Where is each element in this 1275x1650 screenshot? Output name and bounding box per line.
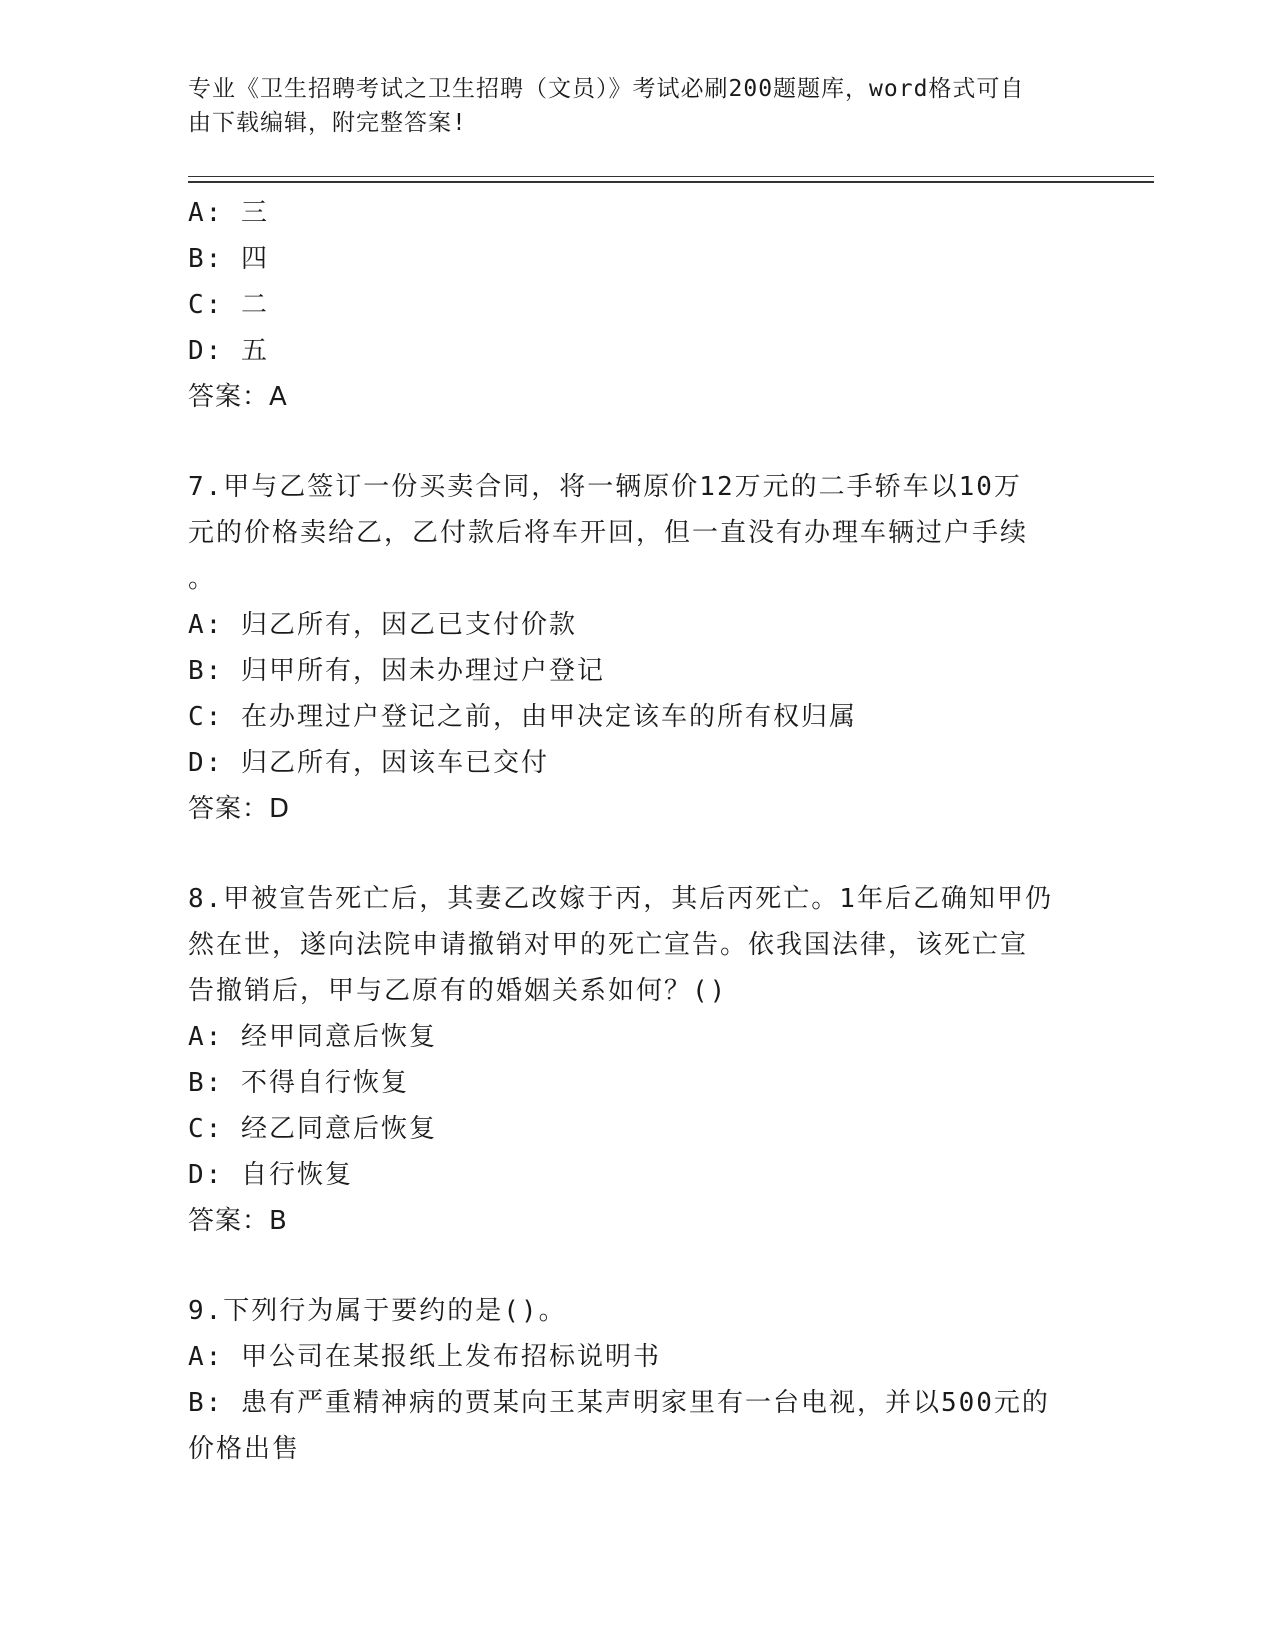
header-divider-thin: [188, 176, 1154, 177]
q8-stem-line-1: 8.甲被宣告死亡后，其妻乙改嫁于丙，其后丙死亡。1年后乙确知甲仍: [188, 884, 1053, 914]
q9-option-b-continued: 价格出售: [188, 1434, 301, 1464]
question-6-block: [188, 190, 1088, 420]
q8-option-a: A: 经甲同意后恢复: [188, 1022, 437, 1052]
q8-option-d: D: 自行恢复: [188, 1160, 353, 1190]
header-divider-thick: [188, 181, 1154, 183]
header-line-1: 专业《卫生招聘考试之卫生招聘（文员）》考试必刷200题题库，word格式可自: [188, 76, 1025, 102]
header-line-2: 由下载编辑，附完整答案!: [188, 110, 467, 136]
q7-answer: 答案：D: [188, 794, 291, 824]
question-8-block: [188, 876, 1088, 1244]
q7-option-b: B: 归甲所有，因未办理过户登记: [188, 656, 605, 686]
q7-stem-line-3: 。: [188, 564, 217, 594]
q8-option-c: C: 经乙同意后恢复: [188, 1114, 437, 1144]
q6-option-b: B: 四: [188, 244, 269, 274]
q7-stem-line-2: 元的价格卖给乙，乙付款后将车开回，但一直没有办理车辆过户手续: [188, 518, 1029, 548]
q8-option-b: B: 不得自行恢复: [188, 1068, 409, 1098]
q7-option-d: D: 归乙所有，因该车已交付: [188, 748, 549, 778]
document-body: [188, 190, 1088, 1472]
q8-stem-line-3: 告撤销后，甲与乙原有的婚姻关系如何？(): [188, 976, 728, 1006]
q6-option-a: A: 三: [188, 198, 269, 228]
q6-option-c: C: 二: [188, 290, 269, 320]
document-header: [188, 72, 1068, 140]
q6-answer: 答案：A: [188, 382, 288, 412]
question-9-block: [188, 1288, 1088, 1472]
q7-stem-line-1: 7.甲与乙签订一份买卖合同，将一辆原价12万元的二手轿车以10万: [188, 472, 1022, 502]
q7-option-a: A: 归乙所有，因乙已支付价款: [188, 610, 577, 640]
q8-answer: 答案：B: [188, 1206, 288, 1236]
q9-option-b: B: 患有严重精神病的贾某向王某声明家里有一台电视，并以500元的: [188, 1388, 1050, 1418]
q6-option-d: D: 五: [188, 336, 269, 366]
q9-stem-line-1: 9.下列行为属于要约的是()。: [188, 1296, 567, 1326]
q7-option-c: C: 在办理过户登记之前，由甲决定该车的所有权归属: [188, 702, 857, 732]
question-7-block: [188, 464, 1088, 832]
q8-stem-line-2: 然在世，遂向法院申请撤销对甲的死亡宣告。依我国法律，该死亡宣: [188, 930, 1029, 960]
q9-option-a: A: 甲公司在某报纸上发布招标说明书: [188, 1342, 661, 1372]
